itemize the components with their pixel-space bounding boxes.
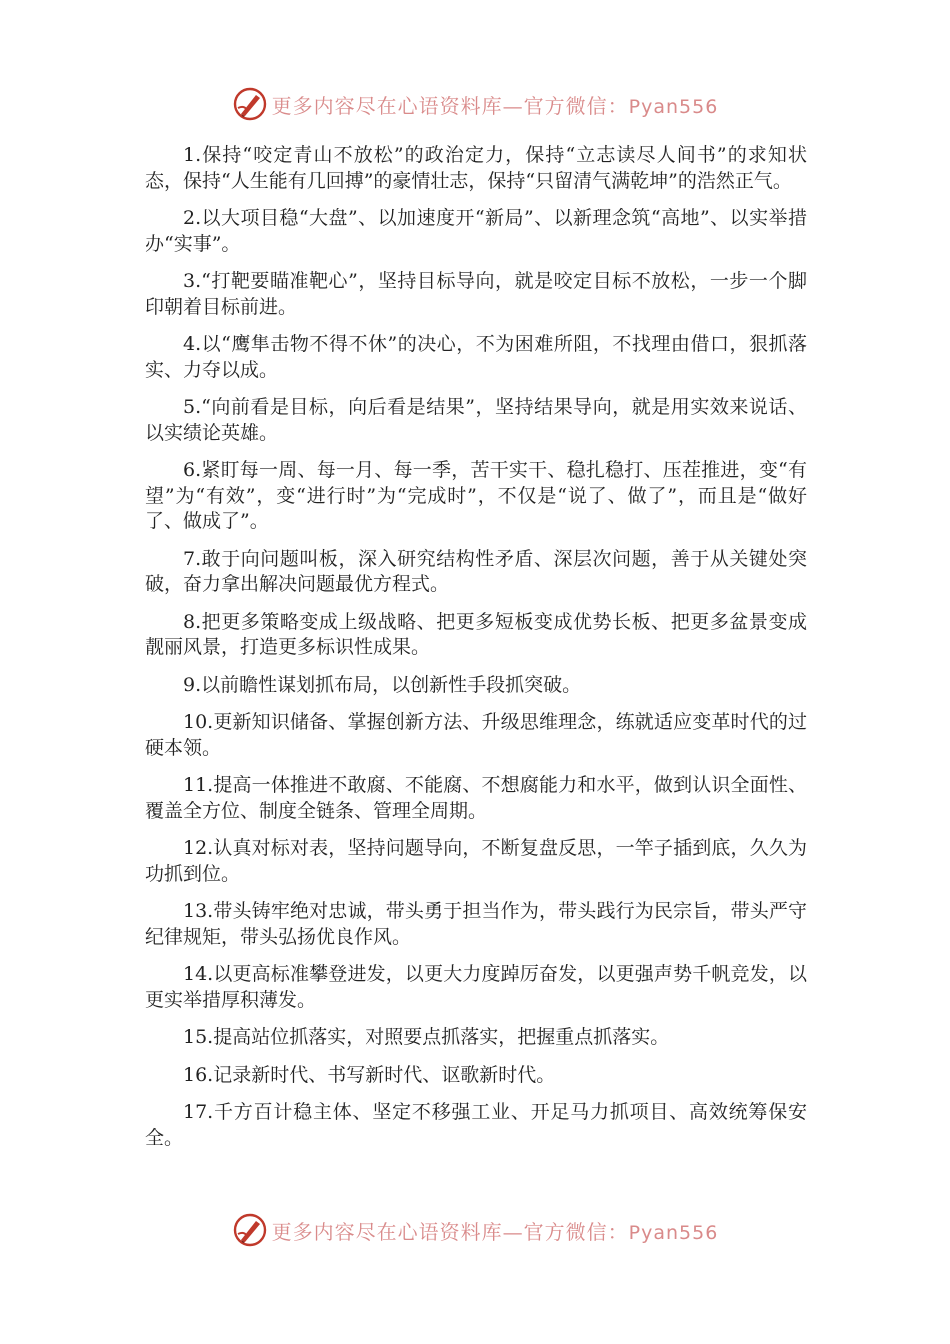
pen-logo-icon — [232, 86, 268, 122]
list-item: 12.认真对标对表，坚持问题导向，不断复盘反思，一竿子插到底，久久为功抓到位。 — [145, 837, 807, 885]
list-item: 9.以前瞻性谋划抓布局，以创新性手段抓突破。 — [183, 673, 582, 696]
pen-logo-icon — [232, 1212, 268, 1248]
header-banner-label: 更多内容尽在心语资料库—官方微信： — [271, 93, 629, 118]
footer-banner — [0, 1208, 950, 1252]
list-item: 4.以“鹰隼击物不得不休”的决心，不为困难所阻，不找理由借口，狠抓落实、力夺以成。 — [145, 333, 807, 381]
list-item: 1.保持“咬定青山不放松”的政治定力，保持“立志读尽人间书”的求知状态，保持“人生能有几回搏”的豪情壮志，保持“只留清气满乾坤”的浩然正气。 — [145, 144, 807, 192]
list-item: 2.以大项目稳“大盘”、以加速度开“新局”、以新理念筑“高地”、以实举措办“实事”。 — [145, 207, 807, 255]
list-item: 11.提高一体推进不敢腐、不能腐、不想腐能力和水平，做到认识全面性、覆盖全方位、制度全链条、管理全周期。 — [145, 774, 807, 822]
list-item: 7.敢于向问题叫板，深入研究结构性矛盾、深层次问题，善于从关键处突破，奋力拿出解决问题最优方程式。 — [145, 547, 807, 595]
list-item: 3.“打靶要瞄准靶心”，坚持目标导向，就是咬定目标不放松，一步一个脚印朝着目标前进。 — [145, 270, 807, 318]
footer-banner-text — [272, 1216, 719, 1245]
list-item: 15.提高站位抓落实，对照要点抓落实，把握重点抓落实。 — [183, 1026, 670, 1048]
footer-wechat-id: Pyan556 — [628, 1221, 719, 1244]
list-item: 17.千方百计稳主体、坚定不移强工业、开足马力抓项目、高效统筹保安全。 — [145, 1101, 807, 1149]
footer-banner-label: 更多内容尽在心语资料库—官方微信： — [271, 1219, 629, 1244]
header-banner-text — [272, 90, 719, 119]
list-item: 16.记录新时代、书写新时代、讴歌新时代。 — [183, 1063, 556, 1086]
list-item: 5.“向前看是目标，向后看是结果”，坚持结果导向，就是用实效来说话、以实绩论英雄。 — [145, 396, 807, 444]
list-item: 14.以更高标准攀登进发，以更大力度踔厉奋发，以更强声势千帆竞发，以更实举措厚积薄发。 — [145, 963, 807, 1011]
header-wechat-id: Pyan556 — [628, 95, 719, 118]
header-banner — [0, 82, 950, 126]
list-item: 13.带头铸牢绝对忠诚，带头勇于担当作为，带头践行为民宗旨，带头严守纪律规矩，带头弘扬优良作风。 — [145, 900, 807, 948]
list-item: 8.把更多策略变成上级战略、把更多短板变成优势长板、把更多盆景变成靓丽风景，打造更多标识性成果。 — [145, 610, 807, 658]
list-item: 10.更新知识储备、掌握创新方法、升级思维理念，练就适应变革时代的过硬本领。 — [145, 711, 807, 759]
list-item: 6.紧盯每一周、每一月、每一季，苦干实干、稳扎稳打、压茬推进，变“有望”为“有效”，变“进行时”为“完成时”，不仅是“说了、做了”，而且是“做好了、做成了”。 — [145, 459, 807, 532]
document-body — [145, 143, 807, 1163]
